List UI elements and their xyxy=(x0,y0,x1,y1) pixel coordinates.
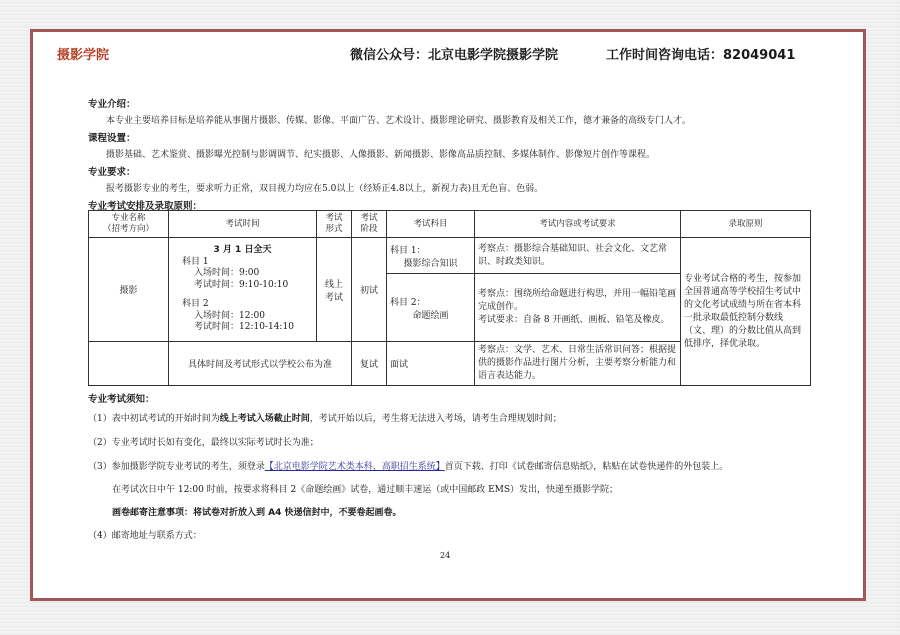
first-exam-time: 3 月 1 日全天 科目 1 入场时间：9:00 考试时间：9:10-10:10 科目 2 入场时间：12:00 考试时间：12:10-14:10 xyxy=(169,238,317,342)
subject-1: 科目 1： 摄影综合知识 xyxy=(387,238,475,274)
note-2: （2）专业考试时长如有变化，最终以实际考试时长为准； xyxy=(88,438,319,448)
notes-heading: 专业考试须知： xyxy=(88,394,155,405)
note-3-line-2: 在考试次日中午 12:00 时前，按要求将科目 2《命题绘画》试卷，通过顺丰速运（或中国邮政 EMS）发出，快递至摄影学院； xyxy=(112,485,619,495)
recheck-subject: 面试 xyxy=(387,342,475,386)
note-3: （3）参加摄影学院专业考试的考生，须登录【北京电影学院艺术类本科、高职招生系统】首页下载、打印《试卷邮寄信息贴纸》，粘贴在试卷快递件的外包装上。 xyxy=(88,462,729,472)
schedule-heading: 专业考试安排及录取原则： xyxy=(88,201,203,212)
major-name: 摄影 xyxy=(89,238,169,342)
col-major: 专业名称 （招考方向） xyxy=(89,211,169,238)
col-time: 考试时间 xyxy=(169,211,317,238)
stage-first: 初试 xyxy=(352,238,387,342)
exam-form: 线上 考试 xyxy=(317,238,352,342)
intro-heading: 专业介绍： xyxy=(88,99,136,110)
subject-2-content: 考察点：围绕所给命题进行构思，并用一幅铅笔画完成创作。 考试要求：自备 8 开画纸、画板、铅笔及橡皮。 xyxy=(475,274,681,342)
hotline: 工作时间咨询电话：82049041 xyxy=(606,48,796,63)
col-principle: 录取原则 xyxy=(681,211,811,238)
subject-1-content: 考察点：摄影综合基础知识、社会文化、文艺常识、时政类知识。 xyxy=(475,238,681,274)
subject-2: 科目 2： 命题绘画 xyxy=(387,274,475,342)
col-content: 考试内容或考试要求 xyxy=(475,211,681,238)
col-stage: 考试 阶段 xyxy=(352,211,387,238)
courses-body: 摄影基础、艺术鉴赏、摄影曝光控制与影调调节、纪实摄影、人像摄影、新闻摄影、影像高品质控制、多媒体制作、影像短片创作等课程。 xyxy=(106,150,656,160)
wechat-account: 微信公众号：北京电影学院摄影学院 xyxy=(350,48,559,63)
courses-heading: 课程设置： xyxy=(88,133,136,144)
requirements-heading: 专业要求： xyxy=(88,167,136,178)
note-3-line-3: 画卷邮寄注意事项：将试卷对折放入到 A4 快递信封中，不要卷起画卷。 xyxy=(112,508,402,518)
col-form: 考试 形式 xyxy=(317,211,352,238)
recheck-content: 考察点：文学、艺术、日常生活常识问答；根据提供的摄影作品进行图片分析，主要考察分析能力和语言表达能力。 xyxy=(475,342,681,386)
page-number: 24 xyxy=(440,551,451,560)
col-subject: 考试科目 xyxy=(387,211,475,238)
requirements-body: 报考摄影专业的考生，要求听力正常，双目视力均应在5.0以上（经矫正4.8以上，新视力表)且无色盲、色弱。 xyxy=(106,184,544,194)
admission-system-link[interactable]: 【北京电影学院艺术类本科、高职招生系统】 xyxy=(264,462,445,472)
note-1: （1）表中初试考试的开始时间为线上考试入场截止时间，考试开始以后，考生将无法进入考场，请考生合理规划时间； xyxy=(88,414,562,424)
admission-principle: 专业考试合格的考生，按参加全国普通高等学校招生考试中的文化考试成绩与所在省本科一批录取最低控制分数线（文、理）的分数比值从高到低排序，择优录取。 xyxy=(681,238,811,386)
note-4: （4）邮寄地址与联系方式： xyxy=(88,531,202,541)
college-title: 摄影学院 xyxy=(57,48,110,63)
recheck-time: 具体时间及考试形式以学校公布为准 xyxy=(169,342,352,386)
exam-schedule-table xyxy=(88,210,811,386)
major-name-empty xyxy=(89,342,169,386)
stage-second: 复试 xyxy=(352,342,387,386)
intro-body: 本专业主要培养目标是培养能从事图片摄影、传媒、影像、平面广告、艺术设计、摄影理论研究、摄影教育及相关工作，德才兼备的高级专门人才。 xyxy=(106,116,692,126)
